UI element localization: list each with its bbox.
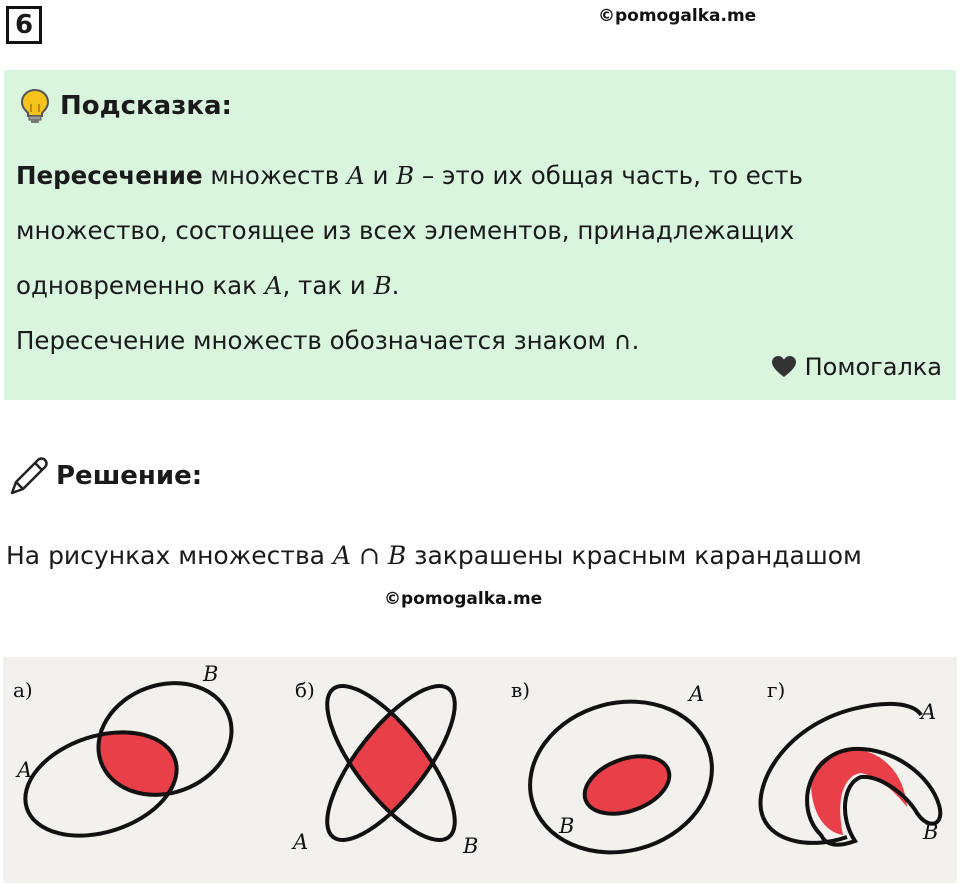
- hint-text-3: , так и: [282, 271, 374, 300]
- brand-name: Помогалка: [804, 353, 942, 381]
- watermark-top: ©pomogalka.me: [598, 6, 757, 26]
- pencil-icon: [8, 455, 50, 497]
- task-number: 6: [6, 6, 42, 44]
- solution-header: [8, 455, 202, 497]
- figure-d-label-a: A: [921, 700, 937, 724]
- figure-b-intersection: [306, 668, 475, 858]
- hint-text-2: – это их общая часть, то есть множество, состоящее из всех элементов, принадлежащих одновременно как: [16, 161, 803, 300]
- watermark-middle: ©pomogalka.me: [384, 589, 543, 609]
- hint-set-a: A: [346, 161, 365, 190]
- heart-icon: [771, 355, 797, 379]
- figure-c-label-a: A: [689, 682, 705, 706]
- figure-b: [291, 668, 478, 858]
- solution-text-2: закрашены красным карандашом: [406, 541, 862, 570]
- figure-a-label-a: A: [17, 758, 33, 782]
- hint-body: [16, 148, 946, 368]
- hint-set-a-2: A: [264, 271, 283, 300]
- figure-a-label: а): [13, 678, 33, 702]
- figure-c: [511, 678, 729, 872]
- figure-a: [12, 662, 247, 854]
- lightbulb-icon: [20, 88, 50, 124]
- figure-b-label-b: B: [463, 834, 479, 858]
- hint-set-b-2: B: [373, 271, 392, 300]
- figure-a-label-b: B: [203, 662, 219, 686]
- figure-c-label: в): [511, 678, 531, 702]
- figure-a-intersection: [83, 665, 248, 813]
- venn-figures: [3, 657, 957, 883]
- solution-expression: A ∩ B: [332, 541, 407, 570]
- figure-d-label-b: B: [923, 820, 939, 844]
- hint-set-b: B: [396, 161, 415, 190]
- hint-text-1: множеств: [202, 161, 347, 190]
- hint-text-4: .: [391, 271, 400, 300]
- hint-header: [20, 88, 232, 124]
- hint-term: Пересечение: [16, 161, 203, 190]
- hint-box: [4, 70, 956, 400]
- figure-d: [761, 678, 941, 845]
- hint-and: и: [364, 161, 397, 190]
- hint-line-2: Пересечение множеств обозначается знаком ∩.: [16, 326, 640, 355]
- brand: [771, 353, 942, 381]
- solution-text: [6, 524, 906, 588]
- solution-text-1: На рисунках множества: [6, 541, 333, 570]
- hint-title: Подсказка:: [60, 91, 232, 121]
- figure-b-label: б): [295, 678, 315, 702]
- solution-title: Решение:: [56, 461, 203, 491]
- figure-c-label-b: B: [559, 814, 575, 838]
- figure-d-label: г): [767, 678, 786, 702]
- figure-b-label-a: A: [293, 830, 309, 854]
